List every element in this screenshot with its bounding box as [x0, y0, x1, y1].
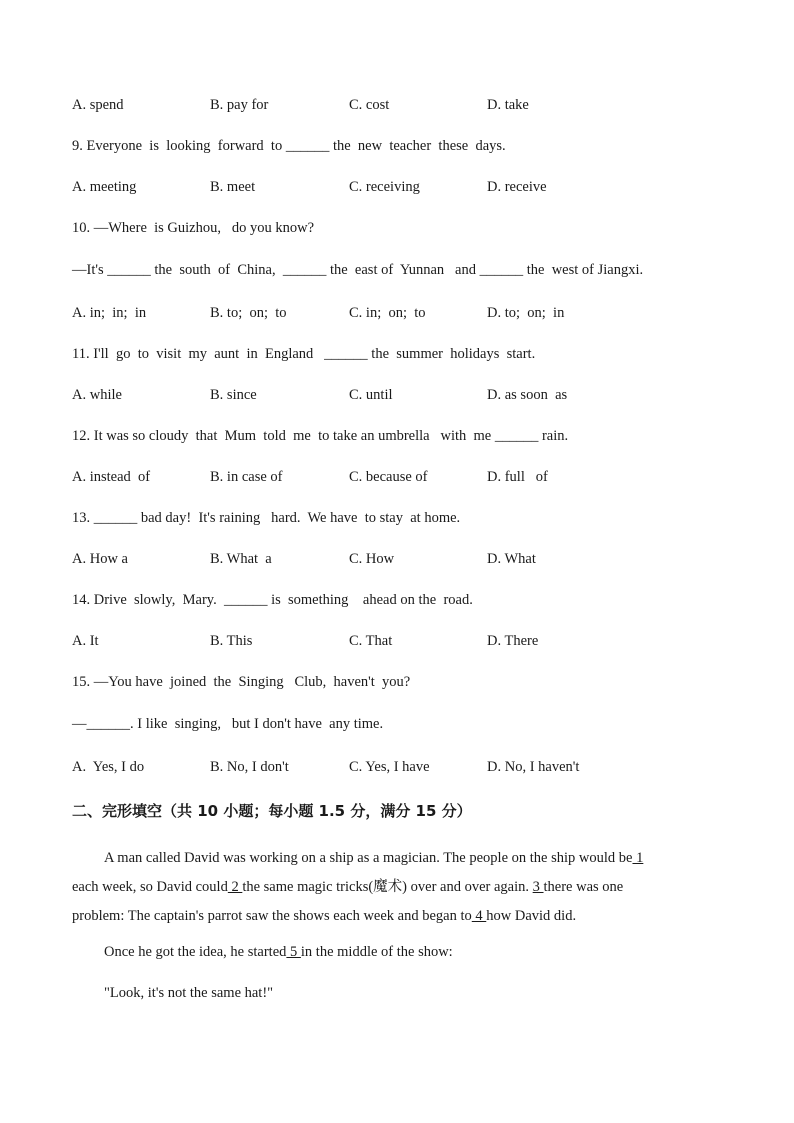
- q11-option-c: C. until: [349, 387, 393, 403]
- cloze-paragraph-3: [72, 985, 754, 1002]
- q12-option-b: B. in case of: [210, 469, 283, 485]
- q10-option-d: D. to; on; in: [487, 305, 565, 321]
- q8-option-b: B. pay for: [210, 97, 269, 113]
- q15-option-c: C. Yes, I have: [349, 759, 430, 775]
- cloze-text: problem: The captain's parrot saw the shows each week and began to: [72, 908, 472, 924]
- q8-option-a: A. spend: [72, 97, 124, 113]
- q9-stem: 9. Everyone is looking forward to ______ the new teacher these days.: [72, 138, 506, 154]
- q13-option-a: A. How a: [72, 551, 128, 567]
- q11-option-a: A. while: [72, 387, 122, 403]
- cloze-text: in the middle of the show:: [300, 944, 453, 960]
- q13-option-b: B. What a: [210, 551, 272, 567]
- cloze-paragraph-1: [72, 844, 722, 931]
- q10-option-b: B. to; on; to: [210, 305, 287, 321]
- blank-2: 2: [227, 879, 243, 895]
- section-heading-cloze: 二、完形填空（共 10 小题；每小题 1.5 分，满分 15 分）: [72, 802, 472, 820]
- q8-option-c: C. cost: [349, 97, 390, 113]
- q14-option-a: A. It: [72, 633, 99, 649]
- q9-option-b: B. meet: [210, 179, 256, 195]
- q11-stem: 11. I'll go to visit my aunt in England ______ the summer holidays start.: [72, 346, 536, 362]
- q13-option-c: C. How: [349, 551, 395, 567]
- blank-5: 5: [286, 944, 301, 960]
- cloze-text: "Look, it's not the same hat!": [104, 985, 274, 1001]
- cloze-paragraph-2: [72, 944, 754, 961]
- q15-option-b: B. No, I don't: [210, 759, 289, 775]
- q15-stem-response: —______. I like singing, but I don't have any time.: [72, 716, 384, 732]
- q12-option-a: A. instead of: [72, 469, 151, 485]
- blank-3: 3: [532, 879, 544, 895]
- q11-option-b: B. since: [210, 387, 257, 403]
- cloze-text: the same magic tricks(魔术) over and over again.: [242, 879, 530, 895]
- cloze-text: Once he got the idea, he started: [104, 944, 287, 960]
- q11-option-d: D. as soon as: [487, 387, 568, 403]
- cloze-text: A man called David was working on a ship as a magician. The people on the ship would be: [104, 850, 633, 866]
- q13-stem: 13. ______ bad day! It's raining hard. We have to stay at home.: [72, 510, 461, 526]
- q14-option-d: D. There: [487, 633, 539, 649]
- q10-stem: 10. —Where is Guizhou, do you know?: [72, 220, 315, 236]
- q13-option-d: D. What: [487, 551, 536, 567]
- q15-option-d: D. No, I haven't: [487, 759, 580, 775]
- q15-option-a: A. Yes, I do: [72, 759, 145, 775]
- blank-1: 1: [632, 850, 644, 866]
- q14-option-b: B. This: [210, 633, 253, 649]
- q12-stem: 12. It was so cloudy that Mum told me to take an umbrella with me ______ rain.: [72, 428, 569, 444]
- q9-option-c: C. receiving: [349, 179, 420, 195]
- q8-option-d: D. take: [487, 97, 529, 113]
- q10-option-a: A. in; in; in: [72, 305, 147, 321]
- q10-option-c: C. in; on; to: [349, 305, 426, 321]
- q15-stem: 15. —You have joined the Singing Club, haven't you?: [72, 674, 411, 690]
- q9-option-a: A. meeting: [72, 179, 137, 195]
- q12-option-d: D. full of: [487, 469, 548, 485]
- cloze-text: how David did.: [486, 908, 577, 924]
- blank-4: 4: [471, 908, 487, 924]
- q14-option-c: C. That: [349, 633, 393, 649]
- q9-option-d: D. receive: [487, 179, 547, 195]
- q10-stem-response: —It's ______ the south of China, ______ the east of Yunnan and ______ the west of Jiangxi.: [72, 262, 644, 278]
- q12-option-c: C. because of: [349, 469, 428, 485]
- cloze-text: each week, so David could: [72, 879, 228, 895]
- q14-stem: 14. Drive slowly, Mary. ______ is something ahead on the road.: [72, 592, 473, 608]
- cloze-text: there was one: [543, 879, 624, 895]
